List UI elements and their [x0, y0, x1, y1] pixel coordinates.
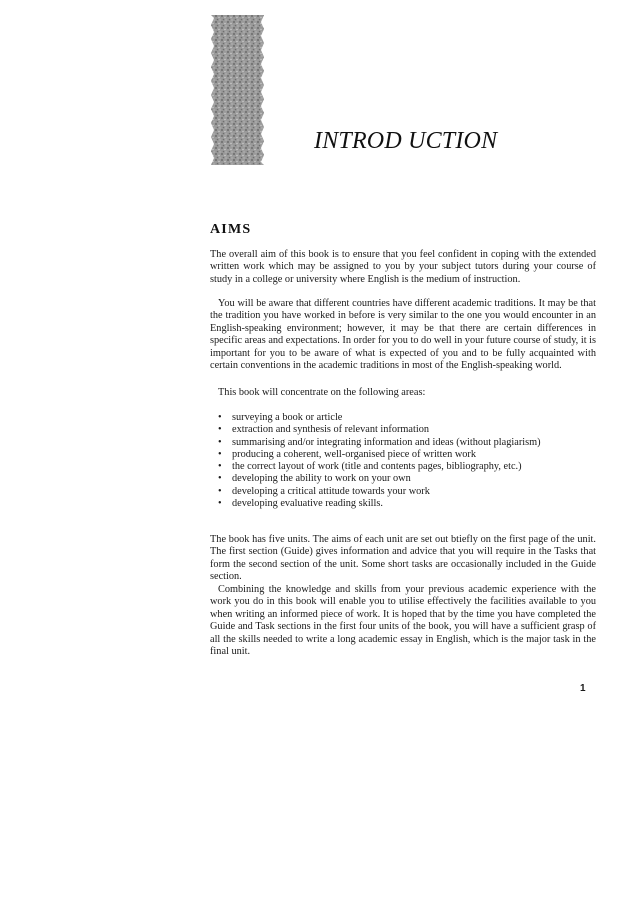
paragraph-overall-aim: The overall aim of this book is to ensure that you feel confident in coping with the extended written work which may be assigned to you by your subject tutors during your course of study in a college or university where English is the medium of instruction. — [210, 249, 596, 285]
paragraph-academic-traditions: You will be aware that different countries have different academic traditions. It may be that the tradition you have worked in before is very similar to the one you would encounter in an English-speaking environment; however, it may be that there are certain differences in specific areas and expectations. In order for you to do well in your future course of study, it is important for you to be aware of what is expected of you and to be fully acquainted with certain conventions in the academic traditions in most of the English-speaking world. — [210, 298, 596, 372]
bullet-icon: • — [218, 473, 222, 485]
section-heading-aims: AIMS — [210, 222, 252, 237]
bullet-icon: • — [218, 498, 222, 510]
list-item: • developing the ability to work on your own — [218, 473, 411, 485]
list-item: • summarising and/or integrating information and ideas (without plagiarism) — [218, 436, 541, 448]
areas-bullet-list — [218, 412, 598, 510]
paragraph-areas-intro: This book will concentrate on the following areas: — [218, 387, 426, 398]
textured-zigzag-strip — [209, 15, 266, 165]
list-item: • developing evaluative reading skills. — [218, 498, 383, 510]
paragraph-book-units: The book has five units. The aims of each unit are set out btiefly on the first page of the unit. The first section (Guide) gives information and advice that you will require in the Tasks that form the second section of the unit. Some short tasks are occasionally included in the Guide section. — [210, 534, 596, 583]
list-item: • surveying a book or article — [218, 412, 343, 423]
bullet-icon: • — [218, 461, 222, 473]
bullet-icon: • — [218, 424, 222, 436]
paragraph-combining-knowledge: Combining the knowledge and skills from your previous academic experience with the work you do in this book will enable you to utilise effectively the facilities available to you when writing an informed piece of work. It is hoped that by the time you have completed the Guide and Task sections in the first four units of the book, you will have a sufficient grasp of all the skills needed to write a long academic essay in English, which is the major task in the final unit. — [210, 584, 596, 658]
list-item: • the correct layout of work (title and contents pages, bibliography, etc.) — [218, 461, 522, 473]
bullet-icon: • — [218, 436, 222, 448]
list-item: • producing a coherent, well-organised piece of written work — [218, 448, 476, 460]
bullet-icon: • — [218, 448, 222, 460]
page-title: INTROD UCTION — [314, 128, 498, 154]
list-item: • developing a critical attitude towards your work — [218, 485, 430, 497]
bullet-icon: • — [218, 485, 222, 497]
page-number: 1 — [580, 683, 586, 694]
list-item: • extraction and synthesis of relevant information — [218, 424, 430, 436]
bullet-icon: • — [218, 412, 222, 423]
